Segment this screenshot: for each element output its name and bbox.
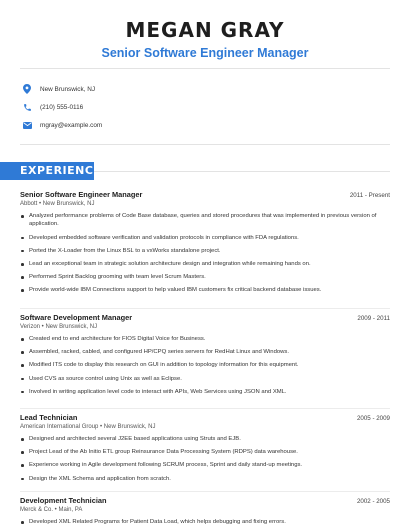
job-title: Lead Technician xyxy=(20,413,78,422)
email-icon xyxy=(22,120,32,130)
contact-divider xyxy=(20,144,390,145)
job-org: American International Group • New Brunswick, NJ xyxy=(20,424,156,430)
bullet-item: Provide world-wide IBM Connections support to help valued IBM customers fix critical backend database issues. xyxy=(20,286,390,294)
job-bullets xyxy=(20,335,390,396)
bullet-item: Experience working in Agile development following SCRUM process, Sprint and daily stand-up meetings. xyxy=(20,461,390,469)
job-entry xyxy=(20,413,390,488)
section-title-experience: EXPERIENCE xyxy=(20,164,102,177)
job-entry xyxy=(20,313,390,401)
bullet-item: Designed and architected several J2EE based applications using Struts and EJB. xyxy=(20,435,390,443)
bullet-item: Involved in writing application level code to interact with APIs, Web Services using JSON and XML. xyxy=(20,388,390,396)
bullet-item: Developed XML Related Programs for Patient Data Load, which helps debugging and fixing errors. xyxy=(20,518,390,526)
job-divider xyxy=(20,408,390,409)
job-title: Development Technician xyxy=(20,496,107,505)
job-dates: 2009 - 2011 xyxy=(357,315,390,322)
job-bullets xyxy=(20,212,390,295)
section-rule xyxy=(94,171,390,172)
job-entry xyxy=(20,496,390,530)
candidate-name: MEGAN GRAY xyxy=(125,18,285,42)
bullet-item: Assembled, racked, cabled, and configured HP/CPQ series servers for RedHat Linux and Windows. xyxy=(20,348,390,356)
resume-header xyxy=(0,0,410,60)
bullet-item: Project Lead of the Ab Initio ETL group Reinsurance Data Processing System (RDPS) data warehouse. xyxy=(20,448,390,456)
bullet-item: Ported the X-Loader from the Linux BSL to a vxWorks standalone project. xyxy=(20,247,390,255)
bullet-item: Design the XML Schema and application from scratch. xyxy=(20,475,390,483)
job-bullets xyxy=(20,435,390,483)
bullet-item: Performed Sprint Backlog grooming with team level Scrum Masters. xyxy=(20,273,390,281)
contact-location xyxy=(22,80,95,98)
job-divider xyxy=(20,491,390,492)
job-divider xyxy=(20,308,390,309)
bullet-item: Developed embedded software verification and validation protocols in compliance with FDA regulations. xyxy=(20,234,390,242)
candidate-title: Senior Software Engineer Manager xyxy=(101,46,309,60)
job-dates: 2011 - Present xyxy=(349,192,390,199)
contact-email xyxy=(22,116,102,134)
header-divider xyxy=(20,68,390,69)
bullet-item: Analyzed performance problems of Code Base database, queries and stored procedures that was implemented in previous version of application. xyxy=(20,212,390,229)
job-bullets xyxy=(20,518,390,526)
bullet-item: Lead an exceptional team in strategic solution architecture design and integration while remaining hands on. xyxy=(20,260,390,268)
job-title: Software Development Manager xyxy=(20,313,133,322)
email-text[interactable]: mgray@example.com xyxy=(40,121,103,129)
job-title: Senior Software Engineer Manager xyxy=(20,190,143,199)
phone-text: (210) 555-0116 xyxy=(40,103,84,111)
bullet-item: Modified ITS code to display this research on GUI in addition to topology information for this equipment. xyxy=(20,361,390,369)
job-dates: 2002 - 2005 xyxy=(356,498,390,505)
job-entry xyxy=(20,190,390,300)
job-org: Verizon • New Brunswick, NJ xyxy=(20,324,98,330)
job-org: Abbott • New Brunswick, NJ xyxy=(20,201,95,207)
location-text: New Brunswick, NJ xyxy=(40,85,96,93)
phone-icon xyxy=(22,102,32,112)
job-dates: 2005 - 2009 xyxy=(356,415,390,422)
location-pin-icon xyxy=(22,84,32,94)
contact-phone xyxy=(22,98,83,116)
bullet-item: Created end to end architecture for FIOS Digital Voice for Business. xyxy=(20,335,390,343)
bullet-item: Used CVS as source control using Unix as well as Eclipse. xyxy=(20,375,390,383)
job-org: Merck & Co. • Main, PA xyxy=(20,507,83,513)
